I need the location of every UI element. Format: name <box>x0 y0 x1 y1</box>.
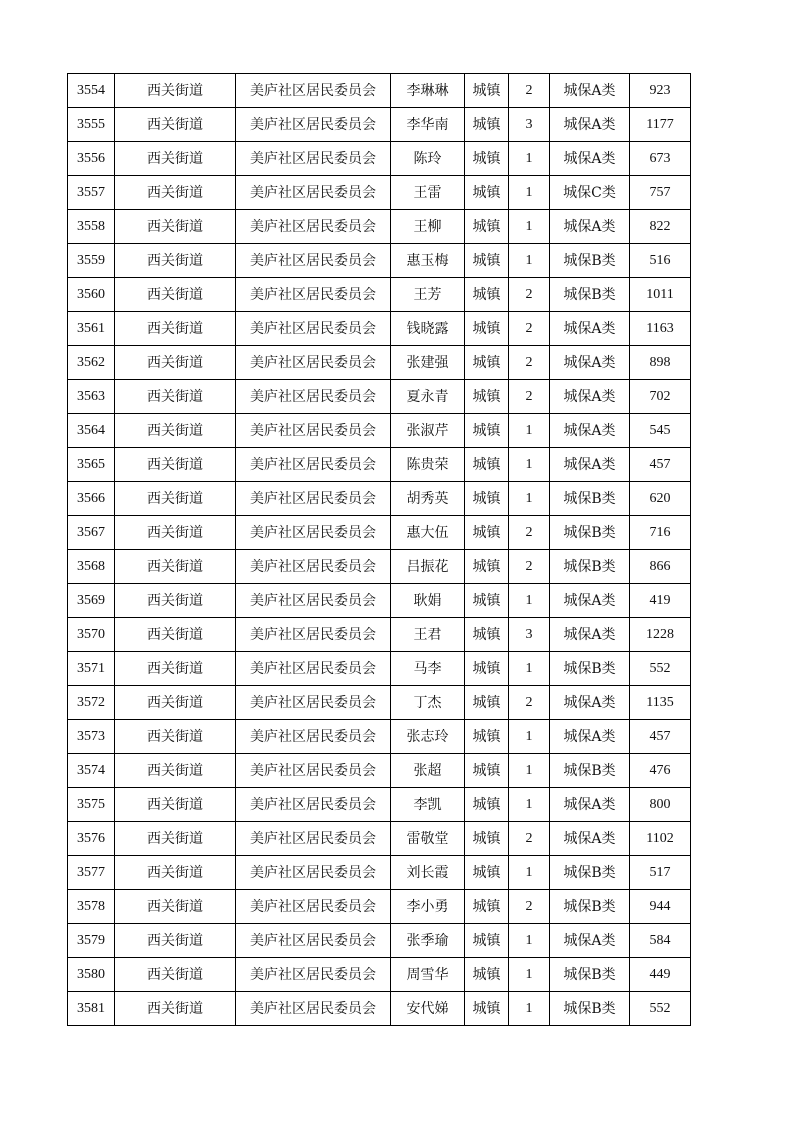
person-name-cell: 刘长霞 <box>391 856 465 890</box>
person-name-cell: 胡秀英 <box>391 482 465 516</box>
table-row <box>68 142 691 176</box>
table-row <box>68 210 691 244</box>
insurance-class-cell: 城保B类 <box>550 550 630 584</box>
row-number: 3577 <box>68 856 115 890</box>
household-count-cell: 1 <box>509 856 550 890</box>
row-number: 3575 <box>68 788 115 822</box>
area-type-cell: 城镇 <box>465 482 509 516</box>
table-row <box>68 720 691 754</box>
row-number: 3563 <box>68 380 115 414</box>
street-cell: 西关街道 <box>115 686 236 720</box>
insurance-class-cell: 城保A类 <box>550 108 630 142</box>
amount-cell: 419 <box>630 584 691 618</box>
insurance-class-cell: 城保B类 <box>550 652 630 686</box>
committee-cell: 美庐社区居民委员会 <box>236 924 391 958</box>
household-count-cell: 1 <box>509 414 550 448</box>
street-cell: 西关街道 <box>115 74 236 108</box>
table-row <box>68 686 691 720</box>
amount-cell: 552 <box>630 992 691 1026</box>
street-cell: 西关街道 <box>115 550 236 584</box>
row-number: 3571 <box>68 652 115 686</box>
insurance-class-cell: 城保A类 <box>550 618 630 652</box>
committee-cell: 美庐社区居民委员会 <box>236 754 391 788</box>
street-cell: 西关街道 <box>115 618 236 652</box>
person-name-cell: 周雪华 <box>391 958 465 992</box>
committee-cell: 美庐社区居民委员会 <box>236 482 391 516</box>
table-row <box>68 414 691 448</box>
amount-cell: 822 <box>630 210 691 244</box>
area-type-cell: 城镇 <box>465 516 509 550</box>
row-number: 3572 <box>68 686 115 720</box>
person-name-cell: 李小勇 <box>391 890 465 924</box>
amount-cell: 1011 <box>630 278 691 312</box>
household-count-cell: 2 <box>509 686 550 720</box>
area-type-cell: 城镇 <box>465 244 509 278</box>
amount-cell: 552 <box>630 652 691 686</box>
street-cell: 西关街道 <box>115 992 236 1026</box>
household-count-cell: 1 <box>509 244 550 278</box>
person-name-cell: 吕振花 <box>391 550 465 584</box>
committee-cell: 美庐社区居民委员会 <box>236 652 391 686</box>
household-count-cell: 1 <box>509 482 550 516</box>
area-type-cell: 城镇 <box>465 924 509 958</box>
street-cell: 西关街道 <box>115 482 236 516</box>
amount-cell: 1102 <box>630 822 691 856</box>
insurance-class-cell: 城保A类 <box>550 686 630 720</box>
insurance-class-cell: 城保B类 <box>550 244 630 278</box>
insurance-class-cell: 城保A类 <box>550 210 630 244</box>
person-name-cell: 张志玲 <box>391 720 465 754</box>
amount-cell: 517 <box>630 856 691 890</box>
household-count-cell: 1 <box>509 584 550 618</box>
person-name-cell: 王君 <box>391 618 465 652</box>
amount-cell: 898 <box>630 346 691 380</box>
area-type-cell: 城镇 <box>465 448 509 482</box>
table-row <box>68 448 691 482</box>
insurance-class-cell: 城保A类 <box>550 584 630 618</box>
household-count-cell: 2 <box>509 822 550 856</box>
insurance-class-cell: 城保C类 <box>550 176 630 210</box>
insurance-class-cell: 城保A类 <box>550 788 630 822</box>
insurance-class-cell: 城保A类 <box>550 924 630 958</box>
area-type-cell: 城镇 <box>465 754 509 788</box>
row-number: 3573 <box>68 720 115 754</box>
area-type-cell: 城镇 <box>465 142 509 176</box>
household-count-cell: 2 <box>509 516 550 550</box>
street-cell: 西关街道 <box>115 584 236 618</box>
committee-cell: 美庐社区居民委员会 <box>236 958 391 992</box>
person-name-cell: 李凯 <box>391 788 465 822</box>
area-type-cell: 城镇 <box>465 618 509 652</box>
person-name-cell: 张季瑜 <box>391 924 465 958</box>
roster-body <box>68 74 691 1026</box>
person-name-cell: 李华南 <box>391 108 465 142</box>
area-type-cell: 城镇 <box>465 210 509 244</box>
person-name-cell: 张淑芹 <box>391 414 465 448</box>
amount-cell: 476 <box>630 754 691 788</box>
area-type-cell: 城镇 <box>465 686 509 720</box>
table-row <box>68 754 691 788</box>
insurance-class-cell: 城保B类 <box>550 754 630 788</box>
committee-cell: 美庐社区居民委员会 <box>236 720 391 754</box>
committee-cell: 美庐社区居民委员会 <box>236 176 391 210</box>
street-cell: 西关街道 <box>115 142 236 176</box>
row-number: 3580 <box>68 958 115 992</box>
committee-cell: 美庐社区居民委员会 <box>236 584 391 618</box>
area-type-cell: 城镇 <box>465 414 509 448</box>
street-cell: 西关街道 <box>115 924 236 958</box>
row-number: 3557 <box>68 176 115 210</box>
committee-cell: 美庐社区居民委员会 <box>236 686 391 720</box>
row-number: 3564 <box>68 414 115 448</box>
area-type-cell: 城镇 <box>465 380 509 414</box>
row-number: 3565 <box>68 448 115 482</box>
committee-cell: 美庐社区居民委员会 <box>236 278 391 312</box>
household-count-cell: 2 <box>509 890 550 924</box>
table-row <box>68 584 691 618</box>
household-count-cell: 1 <box>509 142 550 176</box>
table-row <box>68 516 691 550</box>
committee-cell: 美庐社区居民委员会 <box>236 550 391 584</box>
amount-cell: 516 <box>630 244 691 278</box>
table-row <box>68 482 691 516</box>
street-cell: 西关街道 <box>115 516 236 550</box>
amount-cell: 757 <box>630 176 691 210</box>
street-cell: 西关街道 <box>115 652 236 686</box>
area-type-cell: 城镇 <box>465 550 509 584</box>
street-cell: 西关街道 <box>115 380 236 414</box>
committee-cell: 美庐社区居民委员会 <box>236 380 391 414</box>
person-name-cell: 耿娟 <box>391 584 465 618</box>
street-cell: 西关街道 <box>115 312 236 346</box>
amount-cell: 1163 <box>630 312 691 346</box>
person-name-cell: 马李 <box>391 652 465 686</box>
household-count-cell: 1 <box>509 448 550 482</box>
insurance-class-cell: 城保B类 <box>550 992 630 1026</box>
committee-cell: 美庐社区居民委员会 <box>236 74 391 108</box>
person-name-cell: 雷敬堂 <box>391 822 465 856</box>
row-number: 3554 <box>68 74 115 108</box>
street-cell: 西关街道 <box>115 754 236 788</box>
person-name-cell: 惠玉梅 <box>391 244 465 278</box>
committee-cell: 美庐社区居民委员会 <box>236 618 391 652</box>
amount-cell: 944 <box>630 890 691 924</box>
insurance-class-cell: 城保A类 <box>550 142 630 176</box>
row-number: 3566 <box>68 482 115 516</box>
table-row <box>68 346 691 380</box>
amount-cell: 702 <box>630 380 691 414</box>
area-type-cell: 城镇 <box>465 788 509 822</box>
committee-cell: 美庐社区居民委员会 <box>236 312 391 346</box>
amount-cell: 457 <box>630 720 691 754</box>
amount-cell: 457 <box>630 448 691 482</box>
committee-cell: 美庐社区居民委员会 <box>236 108 391 142</box>
table-row <box>68 176 691 210</box>
table-row <box>68 618 691 652</box>
insurance-class-cell: 城保B类 <box>550 482 630 516</box>
area-type-cell: 城镇 <box>465 74 509 108</box>
committee-cell: 美庐社区居民委员会 <box>236 788 391 822</box>
insurance-class-cell: 城保B类 <box>550 856 630 890</box>
row-number: 3561 <box>68 312 115 346</box>
table-row <box>68 652 691 686</box>
person-name-cell: 安代娣 <box>391 992 465 1026</box>
amount-cell: 620 <box>630 482 691 516</box>
table-row <box>68 822 691 856</box>
insurance-class-cell: 城保A类 <box>550 414 630 448</box>
person-name-cell: 王雷 <box>391 176 465 210</box>
table-row <box>68 244 691 278</box>
amount-cell: 923 <box>630 74 691 108</box>
table-row <box>68 992 691 1026</box>
street-cell: 西关街道 <box>115 414 236 448</box>
insurance-class-cell: 城保B类 <box>550 278 630 312</box>
amount-cell: 673 <box>630 142 691 176</box>
area-type-cell: 城镇 <box>465 312 509 346</box>
area-type-cell: 城镇 <box>465 992 509 1026</box>
household-count-cell: 2 <box>509 74 550 108</box>
table-row <box>68 550 691 584</box>
committee-cell: 美庐社区居民委员会 <box>236 856 391 890</box>
household-count-cell: 2 <box>509 550 550 584</box>
committee-cell: 美庐社区居民委员会 <box>236 210 391 244</box>
household-count-cell: 1 <box>509 924 550 958</box>
table-row <box>68 74 691 108</box>
household-count-cell: 1 <box>509 754 550 788</box>
insurance-class-cell: 城保A类 <box>550 312 630 346</box>
area-type-cell: 城镇 <box>465 346 509 380</box>
committee-cell: 美庐社区居民委员会 <box>236 244 391 278</box>
amount-cell: 716 <box>630 516 691 550</box>
committee-cell: 美庐社区居民委员会 <box>236 346 391 380</box>
committee-cell: 美庐社区居民委员会 <box>236 414 391 448</box>
household-count-cell: 1 <box>509 176 550 210</box>
area-type-cell: 城镇 <box>465 652 509 686</box>
insurance-class-cell: 城保B类 <box>550 890 630 924</box>
committee-cell: 美庐社区居民委员会 <box>236 822 391 856</box>
area-type-cell: 城镇 <box>465 822 509 856</box>
committee-cell: 美庐社区居民委员会 <box>236 890 391 924</box>
row-number: 3556 <box>68 142 115 176</box>
person-name-cell: 王柳 <box>391 210 465 244</box>
amount-cell: 866 <box>630 550 691 584</box>
row-number: 3570 <box>68 618 115 652</box>
row-number: 3578 <box>68 890 115 924</box>
household-count-cell: 2 <box>509 312 550 346</box>
roster-table <box>67 73 691 1026</box>
household-count-cell: 2 <box>509 278 550 312</box>
person-name-cell: 夏永青 <box>391 380 465 414</box>
household-count-cell: 1 <box>509 210 550 244</box>
person-name-cell: 陈贵荣 <box>391 448 465 482</box>
insurance-class-cell: 城保A类 <box>550 380 630 414</box>
amount-cell: 584 <box>630 924 691 958</box>
street-cell: 西关街道 <box>115 346 236 380</box>
amount-cell: 1135 <box>630 686 691 720</box>
row-number: 3574 <box>68 754 115 788</box>
household-count-cell: 1 <box>509 992 550 1026</box>
amount-cell: 545 <box>630 414 691 448</box>
person-name-cell: 李琳琳 <box>391 74 465 108</box>
area-type-cell: 城镇 <box>465 890 509 924</box>
insurance-class-cell: 城保B类 <box>550 958 630 992</box>
household-count-cell: 2 <box>509 346 550 380</box>
table-row <box>68 380 691 414</box>
amount-cell: 449 <box>630 958 691 992</box>
table-row <box>68 890 691 924</box>
row-number: 3569 <box>68 584 115 618</box>
household-count-cell: 1 <box>509 720 550 754</box>
amount-cell: 1177 <box>630 108 691 142</box>
person-name-cell: 惠大伍 <box>391 516 465 550</box>
street-cell: 西关街道 <box>115 958 236 992</box>
row-number: 3567 <box>68 516 115 550</box>
insurance-class-cell: 城保A类 <box>550 74 630 108</box>
area-type-cell: 城镇 <box>465 108 509 142</box>
person-name-cell: 陈玲 <box>391 142 465 176</box>
table-row <box>68 312 691 346</box>
household-count-cell: 3 <box>509 618 550 652</box>
committee-cell: 美庐社区居民委员会 <box>236 142 391 176</box>
street-cell: 西关街道 <box>115 244 236 278</box>
row-number: 3576 <box>68 822 115 856</box>
insurance-class-cell: 城保A类 <box>550 822 630 856</box>
area-type-cell: 城镇 <box>465 176 509 210</box>
insurance-class-cell: 城保B类 <box>550 516 630 550</box>
person-name-cell: 钱晓露 <box>391 312 465 346</box>
street-cell: 西关街道 <box>115 448 236 482</box>
area-type-cell: 城镇 <box>465 720 509 754</box>
row-number: 3558 <box>68 210 115 244</box>
person-name-cell: 张建强 <box>391 346 465 380</box>
household-count-cell: 2 <box>509 380 550 414</box>
area-type-cell: 城镇 <box>465 278 509 312</box>
table-row <box>68 278 691 312</box>
insurance-class-cell: 城保A类 <box>550 346 630 380</box>
amount-cell: 800 <box>630 788 691 822</box>
row-number: 3579 <box>68 924 115 958</box>
household-count-cell: 1 <box>509 958 550 992</box>
street-cell: 西关街道 <box>115 788 236 822</box>
table-row <box>68 958 691 992</box>
street-cell: 西关街道 <box>115 720 236 754</box>
table-row <box>68 788 691 822</box>
street-cell: 西关街道 <box>115 278 236 312</box>
committee-cell: 美庐社区居民委员会 <box>236 516 391 550</box>
insurance-class-cell: 城保A类 <box>550 448 630 482</box>
person-name-cell: 丁杰 <box>391 686 465 720</box>
row-number: 3562 <box>68 346 115 380</box>
household-count-cell: 1 <box>509 788 550 822</box>
insurance-class-cell: 城保A类 <box>550 720 630 754</box>
row-number: 3555 <box>68 108 115 142</box>
household-count-cell: 1 <box>509 652 550 686</box>
committee-cell: 美庐社区居民委员会 <box>236 448 391 482</box>
street-cell: 西关街道 <box>115 210 236 244</box>
committee-cell: 美庐社区居民委员会 <box>236 992 391 1026</box>
area-type-cell: 城镇 <box>465 584 509 618</box>
street-cell: 西关街道 <box>115 856 236 890</box>
household-count-cell: 3 <box>509 108 550 142</box>
table-row <box>68 856 691 890</box>
row-number: 3560 <box>68 278 115 312</box>
person-name-cell: 王芳 <box>391 278 465 312</box>
table-row <box>68 108 691 142</box>
row-number: 3559 <box>68 244 115 278</box>
area-type-cell: 城镇 <box>465 958 509 992</box>
street-cell: 西关街道 <box>115 176 236 210</box>
row-number: 3581 <box>68 992 115 1026</box>
table-row <box>68 924 691 958</box>
street-cell: 西关街道 <box>115 890 236 924</box>
area-type-cell: 城镇 <box>465 856 509 890</box>
amount-cell: 1228 <box>630 618 691 652</box>
street-cell: 西关街道 <box>115 822 236 856</box>
row-number: 3568 <box>68 550 115 584</box>
person-name-cell: 张超 <box>391 754 465 788</box>
street-cell: 西关街道 <box>115 108 236 142</box>
